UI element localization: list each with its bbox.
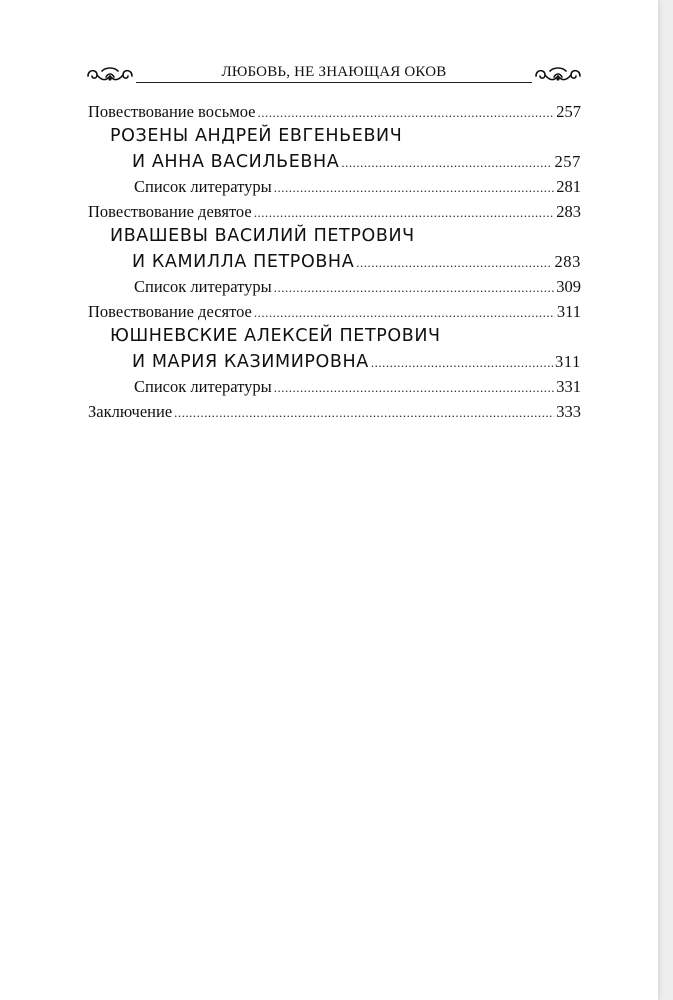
dot-leader (341, 150, 552, 175)
toc-entry-title: И АННА ВАСИЛЬЕВНА (132, 152, 340, 172)
dot-leader (254, 300, 555, 325)
dot-leader (274, 175, 555, 200)
toc-entry-title: Список литературы (134, 177, 272, 196)
toc-page-number: 257 (556, 102, 581, 121)
toc-entry-yushnevskie-line1 (88, 324, 581, 349)
toc-entry-ivashevy-line2 (88, 249, 581, 274)
toc-entry-title: Список литературы (134, 377, 272, 396)
toc-page-number: 311 (556, 302, 581, 321)
toc-entry-title: Заключение (88, 402, 173, 421)
dot-leader (356, 250, 552, 275)
dot-leader (174, 400, 554, 425)
toc-entry-rozeny-line2 (88, 149, 581, 174)
toc-entry-chapter-10 (88, 299, 581, 324)
toc-page-number: 257 (554, 152, 581, 171)
toc-entry-title: Повествование восьмое (88, 102, 256, 121)
toc-entry-title: И МАРИЯ КАЗИМИРОВНА (132, 352, 369, 372)
toc-entry-ivashevy-line1 (88, 224, 581, 249)
toc-entry-bibliography-9 (88, 274, 581, 299)
toc-page-number: 309 (556, 277, 581, 296)
toc-entry-bibliography-8 (88, 174, 581, 199)
toc-entry-chapter-9 (88, 199, 581, 224)
dot-leader (274, 275, 555, 300)
toc-page-number: 311 (555, 352, 581, 371)
toc-entry-title: Повествование десятое (88, 302, 252, 321)
header-title: ЛЮБОВЬ, НЕ ЗНАЮЩАЯ ОКОВ (221, 64, 447, 80)
toc-page-number: 333 (556, 402, 581, 421)
toc-entry-conclusion (88, 399, 581, 424)
toc-entry-title: Повествование девятое (88, 202, 252, 221)
header-rule (136, 82, 532, 83)
running-header (84, 58, 584, 88)
toc-entry-title: И КАМИЛЛА ПЕТРОВНА (132, 252, 355, 272)
toc-entry-title: ИВАШЕВЫ ВАСИЛИЙ ПЕТРОВИЧ (110, 226, 415, 246)
dot-leader (254, 200, 555, 225)
scroll-ornament-icon (532, 64, 584, 86)
toc-entry-rozeny-line1 (88, 124, 581, 149)
dot-leader (371, 350, 553, 375)
toc-entry-title: РОЗЕНЫ АНДРЕЙ ЕВГЕНЬЕВИЧ (110, 126, 403, 146)
toc-entry-chapter-8 (88, 99, 581, 124)
toc-entry-title: Список литературы (134, 277, 272, 296)
toc-page-number: 283 (554, 252, 581, 271)
toc-page-number: 283 (556, 202, 581, 221)
dot-leader (274, 375, 555, 400)
dot-leader (257, 100, 554, 125)
toc-page-number: 331 (556, 377, 581, 396)
toc-entry-yushnevskie-line2 (88, 349, 581, 374)
toc-entry-bibliography-10 (88, 374, 581, 399)
toc-page-number: 281 (556, 177, 581, 196)
toc-entry-title: ЮШНЕВСКИЕ АЛЕКСЕЙ ПЕТРОВИЧ (110, 326, 441, 346)
table-of-contents (88, 99, 581, 424)
